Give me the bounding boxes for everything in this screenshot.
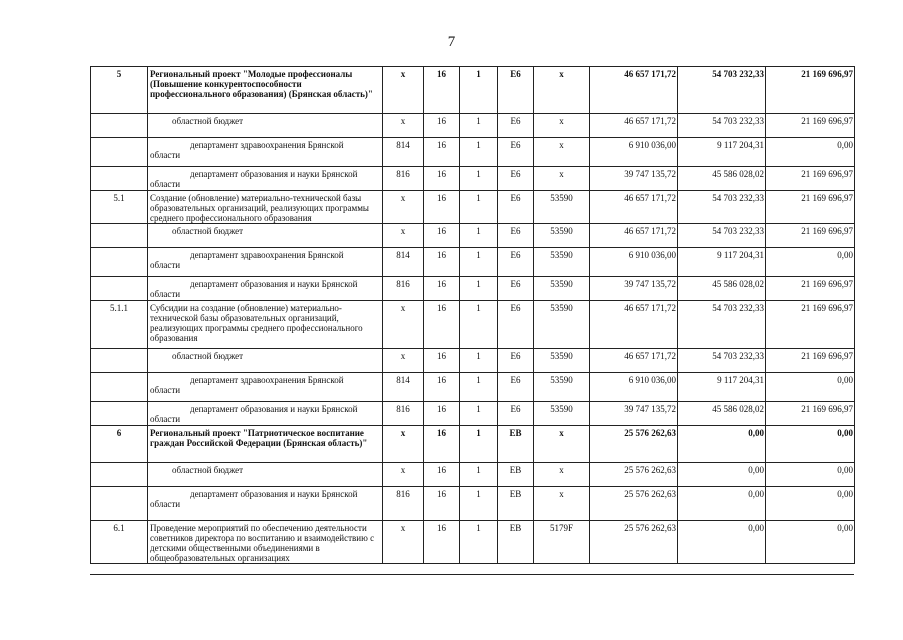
amount-cell-1: 46 657 171,72 — [590, 224, 678, 248]
code-direction-cell: x — [534, 138, 590, 167]
row-description-cell — [148, 426, 383, 463]
amount-cell-1: 6 910 036,00 — [590, 248, 678, 277]
table-row — [91, 402, 855, 426]
code-pr-cell: 1 — [460, 349, 498, 373]
code-rz-cell: 16 — [424, 248, 460, 277]
amount-cell-1: 46 657 171,72 — [590, 191, 678, 224]
row-description-cell — [148, 248, 383, 277]
amount-cell-3: 0,00 — [766, 426, 855, 463]
code-project-cell: E6 — [498, 167, 534, 191]
project-title: Региональный проект "Молодые профессионалы (Повышение конкурентоспособности профессионального образования) (Брянская область)" — [150, 69, 373, 99]
department-name-continued: области — [150, 414, 181, 424]
row-description-cell — [148, 224, 383, 248]
row-description-cell — [148, 138, 383, 167]
code-direction-cell: 53590 — [534, 191, 590, 224]
amount-cell-1: 46 657 171,72 — [590, 349, 678, 373]
code-project-cell: E6 — [498, 349, 534, 373]
row-number-cell — [91, 277, 148, 301]
code-direction-cell: 53590 — [534, 248, 590, 277]
code-gr-cell: 814 — [383, 373, 424, 402]
amount-cell-2: 0,00 — [678, 487, 766, 521]
code-gr-cell: x — [383, 463, 424, 487]
code-gr-cell: 814 — [383, 138, 424, 167]
row-number-cell — [91, 349, 148, 373]
row-number-cell: 5.1.1 — [91, 301, 148, 349]
code-pr-cell: 1 — [460, 402, 498, 426]
code-direction-cell: 53590 — [534, 224, 590, 248]
code-project-cell: E6 — [498, 277, 534, 301]
table-row — [91, 138, 855, 167]
code-rz-cell: 16 — [424, 521, 460, 564]
amount-cell-2: 9 117 204,31 — [678, 248, 766, 277]
amount-cell-3: 0,00 — [766, 463, 855, 487]
table-row — [91, 373, 855, 402]
code-project-cell: E6 — [498, 114, 534, 138]
amount-cell-2: 0,00 — [678, 463, 766, 487]
code-pr-cell: 1 — [460, 373, 498, 402]
code-direction-cell: x — [534, 463, 590, 487]
amount-cell-1: 39 747 135,72 — [590, 277, 678, 301]
code-project-cell: E6 — [498, 402, 534, 426]
department-name: департамент образования и науки Брянской — [190, 169, 358, 179]
amount-cell-2: 45 586 028,02 — [678, 167, 766, 191]
amount-cell-3: 0,00 — [766, 521, 855, 564]
table-row — [91, 114, 855, 138]
table-row — [91, 277, 855, 301]
amount-cell-3: 21 169 696,97 — [766, 114, 855, 138]
code-pr-cell: 1 — [460, 521, 498, 564]
code-direction-cell: 53590 — [534, 349, 590, 373]
row-number-cell — [91, 224, 148, 248]
code-direction-cell: x — [534, 67, 590, 114]
table-row — [91, 67, 855, 114]
amount-cell-1: 39 747 135,72 — [590, 402, 678, 426]
amount-cell-1: 25 576 262,63 — [590, 426, 678, 463]
project-title: Субсидии на создание (обновление) материально-технической базы образовательных организаций, реализующих программы среднего профессионального образования — [150, 303, 363, 343]
code-pr-cell: 1 — [460, 487, 498, 521]
amount-cell-3: 21 169 696,97 — [766, 277, 855, 301]
department-name: департамент здравоохранения Брянской — [190, 250, 344, 260]
code-project-cell: E6 — [498, 138, 534, 167]
amount-cell-3: 21 169 696,97 — [766, 402, 855, 426]
code-rz-cell: 16 — [424, 67, 460, 114]
department-name-continued: области — [150, 289, 181, 299]
department-name: департамент образования и науки Брянской — [190, 404, 358, 414]
amount-cell-3: 21 169 696,97 — [766, 224, 855, 248]
amount-cell-2: 54 703 232,33 — [678, 224, 766, 248]
code-project-cell: EB — [498, 426, 534, 463]
code-rz-cell: 16 — [424, 114, 460, 138]
code-rz-cell: 16 — [424, 402, 460, 426]
amount-cell-2: 45 586 028,02 — [678, 402, 766, 426]
budget-table — [90, 66, 855, 564]
code-pr-cell: 1 — [460, 224, 498, 248]
row-number-cell — [91, 114, 148, 138]
budget-source-label: областной бюджет — [172, 351, 244, 361]
code-gr-cell: x — [383, 301, 424, 349]
code-gr-cell: x — [383, 114, 424, 138]
table-row — [91, 248, 855, 277]
code-pr-cell: 1 — [460, 301, 498, 349]
amount-cell-3: 21 169 696,97 — [766, 349, 855, 373]
row-description-cell — [148, 487, 383, 521]
code-gr-cell: x — [383, 67, 424, 114]
amount-cell-2: 45 586 028,02 — [678, 277, 766, 301]
table-row — [91, 426, 855, 463]
code-project-cell: EB — [498, 463, 534, 487]
row-description-cell — [148, 167, 383, 191]
code-pr-cell: 1 — [460, 426, 498, 463]
code-rz-cell: 16 — [424, 167, 460, 191]
row-description-cell — [148, 349, 383, 373]
amount-cell-2: 54 703 232,33 — [678, 301, 766, 349]
table-row — [91, 521, 855, 564]
row-number-cell — [91, 487, 148, 521]
code-pr-cell: 1 — [460, 138, 498, 167]
amount-cell-3: 0,00 — [766, 487, 855, 521]
amount-cell-1: 6 910 036,00 — [590, 373, 678, 402]
department-name: департамент образования и науки Брянской — [190, 489, 358, 499]
amount-cell-1: 25 576 262,63 — [590, 463, 678, 487]
amount-cell-2: 54 703 232,33 — [678, 67, 766, 114]
department-name: департамент образования и науки Брянской — [190, 279, 358, 289]
row-description-cell — [148, 67, 383, 114]
amount-cell-3: 0,00 — [766, 138, 855, 167]
row-description-cell — [148, 373, 383, 402]
amount-cell-2: 54 703 232,33 — [678, 349, 766, 373]
row-description-cell — [148, 301, 383, 349]
code-direction-cell: 53590 — [534, 277, 590, 301]
row-number-cell — [91, 248, 148, 277]
code-project-cell: E6 — [498, 224, 534, 248]
code-pr-cell: 1 — [460, 167, 498, 191]
code-gr-cell: x — [383, 521, 424, 564]
row-number-cell: 6 — [91, 426, 148, 463]
project-title: Создание (обновление) материально-технической базы образовательных организаций, реализующих программы среднего профессионального образования — [150, 193, 369, 223]
amount-cell-1: 46 657 171,72 — [590, 301, 678, 349]
budget-source-label: областной бюджет — [172, 226, 244, 236]
row-number-cell: 5 — [91, 67, 148, 114]
row-description-cell — [148, 402, 383, 426]
code-gr-cell: 816 — [383, 402, 424, 426]
row-description-cell — [148, 521, 383, 564]
code-gr-cell: 816 — [383, 487, 424, 521]
code-direction-cell: x — [534, 114, 590, 138]
code-direction-cell: 53590 — [534, 402, 590, 426]
row-description-cell — [148, 463, 383, 487]
row-description-cell — [148, 277, 383, 301]
code-rz-cell: 16 — [424, 224, 460, 248]
amount-cell-2: 9 117 204,31 — [678, 138, 766, 167]
code-project-cell: E6 — [498, 191, 534, 224]
code-direction-cell: x — [534, 426, 590, 463]
table-row — [91, 349, 855, 373]
code-rz-cell: 16 — [424, 426, 460, 463]
code-gr-cell: x — [383, 349, 424, 373]
amount-cell-3: 21 169 696,97 — [766, 301, 855, 349]
budget-source-label: областной бюджет — [172, 465, 244, 475]
amount-cell-1: 39 747 135,72 — [590, 167, 678, 191]
table-row — [91, 463, 855, 487]
code-gr-cell: x — [383, 224, 424, 248]
amount-cell-3: 21 169 696,97 — [766, 67, 855, 114]
code-pr-cell: 1 — [460, 67, 498, 114]
code-project-cell: EB — [498, 521, 534, 564]
department-name-continued: области — [150, 499, 181, 509]
project-title: Проведение мероприятий по обеспечению деятельности советников директора по воспитанию и взаимодействию с детскими общественными объединениями в общеобразовательных организациях — [150, 523, 375, 563]
amount-cell-3: 21 169 696,97 — [766, 167, 855, 191]
code-direction-cell: 5179F — [534, 521, 590, 564]
project-title: Региональный проект "Патриотическое воспитание граждан Российской Федерации (Брянская область)" — [150, 428, 368, 448]
code-project-cell: EB — [498, 487, 534, 521]
code-project-cell: E6 — [498, 373, 534, 402]
code-pr-cell: 1 — [460, 191, 498, 224]
amount-cell-1: 46 657 171,72 — [590, 67, 678, 114]
row-number-cell: 5.1 — [91, 191, 148, 224]
amount-cell-2: 54 703 232,33 — [678, 191, 766, 224]
code-direction-cell: x — [534, 167, 590, 191]
table-row — [91, 301, 855, 349]
department-name: департамент здравоохранения Брянской — [190, 140, 344, 150]
code-direction-cell: 53590 — [534, 373, 590, 402]
amount-cell-3: 0,00 — [766, 373, 855, 402]
code-rz-cell: 16 — [424, 463, 460, 487]
department-name-continued: области — [150, 179, 181, 189]
amount-cell-1: 46 657 171,72 — [590, 114, 678, 138]
code-pr-cell: 1 — [460, 114, 498, 138]
row-number-cell — [91, 463, 148, 487]
code-direction-cell: x — [534, 487, 590, 521]
table-row — [91, 191, 855, 224]
page-number: 7 — [447, 34, 456, 50]
code-pr-cell: 1 — [460, 463, 498, 487]
amount-cell-3: 0,00 — [766, 248, 855, 277]
code-project-cell: E6 — [498, 67, 534, 114]
code-pr-cell: 1 — [460, 277, 498, 301]
code-gr-cell: 814 — [383, 248, 424, 277]
department-name-continued: области — [150, 150, 181, 160]
code-direction-cell: 53590 — [534, 301, 590, 349]
code-gr-cell: 816 — [383, 167, 424, 191]
code-project-cell: E6 — [498, 248, 534, 277]
department-name: департамент здравоохранения Брянской — [190, 375, 344, 385]
row-description-cell — [148, 191, 383, 224]
amount-cell-1: 25 576 262,63 — [590, 487, 678, 521]
department-name-continued: области — [150, 385, 181, 395]
code-rz-cell: 16 — [424, 138, 460, 167]
amount-cell-1: 6 910 036,00 — [590, 138, 678, 167]
table-bottom-edge — [90, 574, 854, 575]
table-row — [91, 167, 855, 191]
code-gr-cell: x — [383, 191, 424, 224]
code-rz-cell: 16 — [424, 277, 460, 301]
row-number-cell: 6.1 — [91, 521, 148, 564]
code-rz-cell: 16 — [424, 301, 460, 349]
department-name-continued: области — [150, 260, 181, 270]
amount-cell-2: 9 117 204,31 — [678, 373, 766, 402]
code-rz-cell: 16 — [424, 349, 460, 373]
amount-cell-2: 0,00 — [678, 521, 766, 564]
code-rz-cell: 16 — [424, 191, 460, 224]
code-rz-cell: 16 — [424, 487, 460, 521]
row-description-cell — [148, 114, 383, 138]
row-number-cell — [91, 138, 148, 167]
code-project-cell: E6 — [498, 301, 534, 349]
amount-cell-2: 54 703 232,33 — [678, 114, 766, 138]
row-number-cell — [91, 402, 148, 426]
table-row — [91, 487, 855, 521]
row-number-cell — [91, 373, 148, 402]
code-pr-cell: 1 — [460, 248, 498, 277]
amount-cell-3: 21 169 696,97 — [766, 191, 855, 224]
row-number-cell — [91, 167, 148, 191]
code-rz-cell: 16 — [424, 373, 460, 402]
amount-cell-2: 0,00 — [678, 426, 766, 463]
code-gr-cell: 816 — [383, 277, 424, 301]
code-gr-cell: x — [383, 426, 424, 463]
table-row — [91, 224, 855, 248]
budget-source-label: областной бюджет — [172, 116, 244, 126]
amount-cell-1: 25 576 262,63 — [590, 521, 678, 564]
